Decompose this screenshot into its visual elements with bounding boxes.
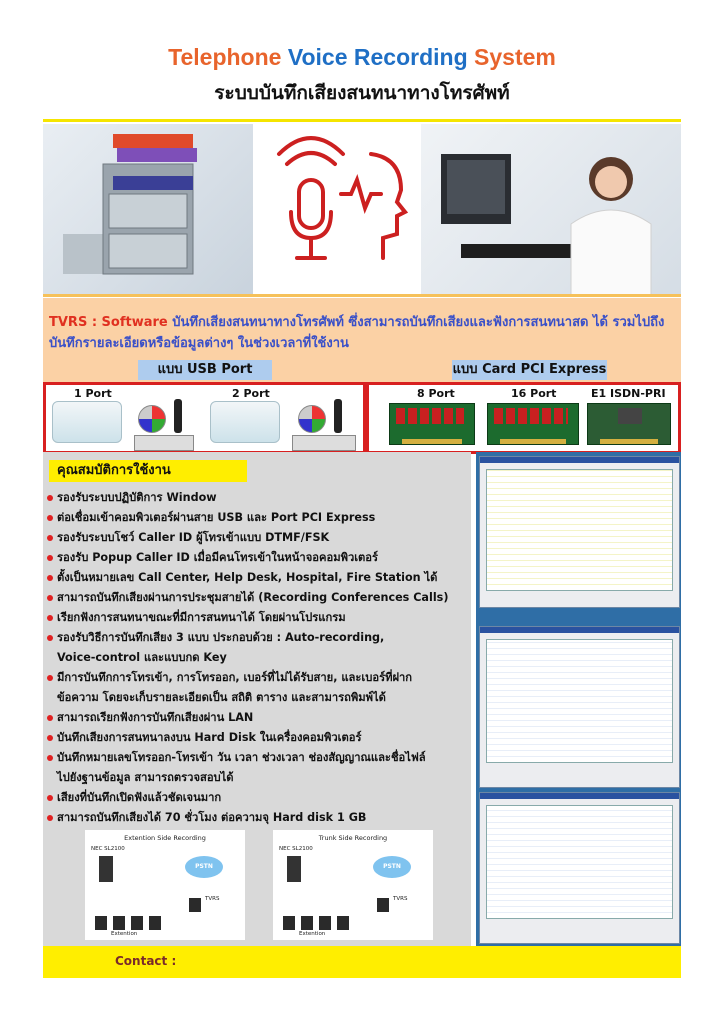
screenshot-channel-monitor — [479, 456, 680, 608]
extension-label: Extention — [111, 931, 138, 937]
feature-text: ข้อความ โดยจะเก็บรายละเอียดเป็น สถิติ ตาราง และสามารถพิมพ์ได้ — [57, 691, 386, 704]
usb-1-port-device — [52, 401, 122, 443]
screenshot-settings — [479, 792, 680, 944]
feature-text: Voice-control และแบบกด Key — [57, 651, 227, 664]
hero-divider — [43, 294, 681, 297]
extension-side-diagram — [85, 830, 245, 940]
feature-item — [47, 708, 471, 728]
software-cd-icon — [298, 405, 326, 433]
software-cd-icon — [138, 405, 166, 433]
feature-text: มีการบันทึกการโทรเข้า, การโทรออก, เบอร์ที่ไม่ได้รับสาย, และเบอร์ที่ฝาก — [57, 671, 413, 684]
bullet-icon — [47, 595, 53, 601]
intro-brand: TVRS : Software — [49, 315, 168, 330]
feature-item — [47, 668, 471, 688]
feature-item — [47, 548, 471, 568]
hero-banner — [43, 124, 681, 296]
feature-text: รองรับวิธีการบันทึกเสียง 3 แบบ ประกอบด้วย : Auto-recording, — [57, 631, 385, 644]
bullet-icon — [47, 635, 53, 641]
intro-text — [49, 312, 675, 354]
usb-cable-icon — [334, 399, 342, 433]
pbx-label: NEC SL2100 — [279, 846, 313, 852]
pci-e1-card — [587, 403, 671, 445]
screenshot-call-records — [479, 626, 680, 788]
usb-2-port-device — [210, 401, 280, 443]
contact-label: Contact : — [115, 954, 177, 968]
pci-8-port-label: 8 Port — [417, 387, 455, 400]
title-voice: Voice — [287, 44, 348, 70]
phone-jack-icon — [292, 435, 356, 451]
bullet-icon — [47, 515, 53, 521]
usb-hardware-box — [43, 382, 366, 454]
feature-text: เรียกฟังการสนทนาขณะที่มีการสนทนาได้ โดยผ่านโปรแกรม — [57, 611, 346, 624]
features-panel — [43, 452, 471, 950]
software-screenshots — [476, 452, 681, 950]
pci-e1-label: E1 ISDN-PRI — [591, 387, 666, 400]
pci-card-label: แบบ Card PCI Express — [452, 360, 607, 380]
features-list — [47, 488, 471, 828]
file-cabinet-image — [43, 124, 253, 296]
bullet-icon — [47, 495, 53, 501]
feature-item — [47, 688, 471, 708]
feature-item — [47, 808, 471, 828]
extension-label: Extention — [299, 931, 326, 937]
usb-cable-icon — [174, 399, 182, 433]
trunk-side-diagram — [273, 830, 433, 940]
usb-1-port-label: 1 Port — [74, 387, 112, 400]
usb-port-label: แบบ USB Port — [138, 360, 272, 380]
feature-text: บันทึกหมายเลขโทรออก-โทรเข้า วัน เวลา ช่วงเวลา ช่องสัญญาณและชื่อไฟล์ — [57, 751, 426, 764]
feature-item — [47, 608, 471, 628]
recorder-pc-icon — [377, 898, 389, 912]
bullet-icon — [47, 755, 53, 761]
feature-item — [47, 788, 471, 808]
feature-item — [47, 488, 471, 508]
intro-description: บันทึกเสียงสนทนาทางโทรศัพท์ ซึ่งสามารถบันทึกเสียงและฟังการสนทนาสด ได้ รวมไปถึงบันทึกรายละเอียดหรือข้อมูลต่างๆ ในช่วงเวลาที่ใช้งาน — [49, 315, 665, 351]
feature-text: รองรับระบบปฏิบัติการ Window — [57, 491, 217, 504]
pci-8-port-card — [389, 403, 475, 445]
pstn-cloud-icon: PSTN — [185, 856, 223, 878]
pci-16-port-card — [487, 403, 579, 445]
recorder-label: TVRS — [393, 896, 408, 902]
title-telephone: Telephone — [168, 44, 282, 70]
recorder-pc-icon — [189, 898, 201, 912]
feature-item — [47, 748, 471, 768]
feature-item — [47, 588, 471, 608]
feature-item — [47, 568, 471, 588]
bullet-icon — [47, 575, 53, 581]
feature-item — [47, 628, 471, 648]
extension-phone-icon — [301, 916, 313, 930]
feature-item — [47, 508, 471, 528]
bullet-icon — [47, 735, 53, 741]
feature-text: บันทึกเสียงการสนทนาลงบน Hard Disk ในเครื่องคอมพิวเตอร์ — [57, 731, 362, 744]
feature-text: รองรับ Popup Caller ID เมื่อมีคนโทรเข้าในหน้าจอคอมพิวเตอร์ — [57, 551, 379, 564]
extension-phone-icon — [283, 916, 295, 930]
feature-text: ต่อเชื่อมเข้าคอมพิวเตอร์ผ่านสาย USB และ Port PCI Express — [57, 511, 376, 524]
feature-item — [47, 768, 471, 788]
pstn-cloud-icon: PSTN — [373, 856, 411, 878]
feature-text: ไปยังฐานข้อมูล สามารถตรวจสอบได้ — [57, 771, 234, 784]
pbx-label: NEC SL2100 — [91, 846, 125, 852]
bullet-icon — [47, 555, 53, 561]
extension-phone-icon — [95, 916, 107, 930]
feature-text: เสียงที่บันทึกเปิดฟังแล้วชัดเจนมาก — [57, 791, 222, 804]
phone-jack-icon — [134, 435, 194, 451]
feature-text: ตั้งเป็นหมายเลข Call Center, Help Desk, Hospital, Fire Station ได้ — [57, 571, 438, 584]
bullet-icon — [47, 535, 53, 541]
pbx-icon — [99, 856, 113, 882]
contact-bar — [43, 946, 681, 978]
extension-phone-icon — [113, 916, 125, 930]
feature-item — [47, 728, 471, 748]
title-system: System — [474, 44, 556, 70]
voice-recording-icon — [253, 124, 421, 296]
recorder-label: TVRS — [205, 896, 220, 902]
bullet-icon — [47, 615, 53, 621]
bullet-icon — [47, 795, 53, 801]
bullet-icon — [47, 675, 53, 681]
page-title — [0, 44, 724, 71]
operator-phone-image — [421, 124, 681, 296]
feature-text: รองรับระบบโชว์ Caller ID ผู้โทรเข้าแบบ DTMF/FSK — [57, 531, 330, 544]
features-heading: คุณสมบัติการใช้งาน — [49, 460, 247, 482]
extension-phone-icon — [149, 916, 161, 930]
diagram-title: Trunk Side Recording — [318, 834, 388, 842]
extension-phone-icon — [319, 916, 331, 930]
title-recording: Recording — [353, 44, 468, 70]
pci-hardware-box — [366, 382, 681, 454]
feature-item — [47, 528, 471, 548]
extension-phone-icon — [337, 916, 349, 930]
feature-text: สามารถบันทึกเสียงผ่านการประชุมสายได้ (Recording Conferences Calls) — [57, 591, 449, 604]
pbx-icon — [287, 856, 301, 882]
feature-item — [47, 648, 471, 668]
diagram-title: Extention Side Recording — [124, 834, 206, 842]
feature-text: สามารถเรียกฟังการบันทึกเสียงผ่าน LAN — [57, 711, 254, 724]
extension-phone-icon — [131, 916, 143, 930]
bullet-icon — [47, 715, 53, 721]
top-divider — [43, 119, 681, 122]
pci-16-port-label: 16 Port — [511, 387, 557, 400]
feature-text: สามารถบันทึกเสียงได้ 70 ชั่วโมง ต่อความจุ Hard disk 1 GB — [57, 811, 367, 824]
usb-2-port-label: 2 Port — [232, 387, 270, 400]
page-subtitle: ระบบบันทึกเสียงสนทนาทางโทรศัพท์ — [214, 82, 510, 104]
bullet-icon — [47, 815, 53, 821]
